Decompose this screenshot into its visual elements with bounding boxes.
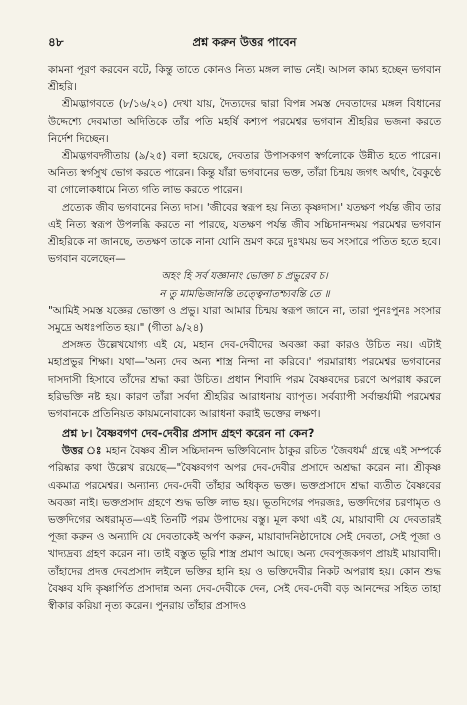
question-heading: [48, 425, 441, 443]
paragraph-1: কামনা পূরণ করবেন বটে, কিন্তু তাতে কোনও নিত্য মঙ্গল লাভ নেই। আসল কাম্য হচ্ছেন ভগবান শ্রীহরি।: [48, 64, 441, 94]
running-title: প্রশ্ন করুন উত্তর পাবেন: [192, 35, 297, 49]
answer-label: উত্তর ঃ: [62, 445, 103, 458]
page-body: [48, 62, 441, 615]
paragraph-4: প্রত্যেক জীব ভগবানের নিত্য দাস। 'জীবের স্বরূপ হয় নিত্য কৃষ্ণদাস।' যতক্ষণ পর্যন্ত জীব তার এই নিত্য স্বরূপ উপলব্ধি করতে না পারছে, যতক্ষণ পর্যন্ত জীব সচ্চিদানন্দময় পরমেশ্বর ভগবান শ্রীহরিকে না জানছে, ততক্ষণ তাকে নানা যোনি ভ্রমণ করে দুঃখময় ভব সংসারে পতিত হতে হবে। ভগবান বলেছেন—: [48, 201, 441, 266]
page-number: ৪৮: [48, 35, 64, 49]
answer-text: মহান বৈষ্ণব শ্রীল সচ্চিদানন্দ ভক্তিবিনোদ ঠাকুর রচিত 'জৈবধর্ম' গ্রন্থে এই সম্পর্কে পরিষ্কার কথা উল্লেখ রয়েছে—"বৈষ্ণবগণ অপর দেব-দেবীর প্রসাদে অশ্রদ্ধা করেন না। শ্রীকৃষ্ণ একমাত্র পরমেশ্বর। অন্যান্য দেব-দেবী তাঁহার অধিকৃত ভক্ত। ভক্তপ্রসাদে শ্রদ্ধা ব্যতীত বৈষ্ণবের অবজ্ঞা নাই। ভক্তপ্রসাদ গ্রহণে শুদ্ধ ভক্তি লাভ হয়। ভূতদিগের পদরজঃ, ভক্তদিগের চরণামৃত ও ভক্তদিগের অধরামৃত—এই তিনটি পরম উপাদেয় বস্তু। মূল কথা এই যে, মায়াবাদী যে দেবতারই পূজা করুন ও অন্যাদি যে দেবতাকেই অর্পণ করুন, মায়াবাদনিষ্ঠাদোষে সেই দেবতা, সেই পূজা ও খাদ্যদ্রব্য গ্রহণ করেন না। তাই বস্তুত ভূরি শাস্ত্র প্রমাণ আছে। অন্য দেবপূজকগণ প্রায়ই মায়াবাদী। তাঁহাদের প্রদত্ত দেবপ্রসাদ লইলে ভক্তির হানি হয় ও ভক্তিদেবীর নিকট অপরাধ হয়। কোন শুদ্ধ বৈষ্ণব যদি কৃষ্ণার্পিত প্রসাদান্ন অন্য দেব-দেবীকে দেন, সেই দেব-দেবী বড় আনন্দের সহিত তাহা স্বীকার করিয়া নৃত্য করেন। পুনরায় তাঁহার প্রসাদও: [48, 445, 441, 613]
answer-paragraph: [48, 443, 441, 615]
question-label: প্রশ্ন ৮।: [62, 427, 93, 441]
page-header: [48, 34, 441, 54]
question-text: বৈষ্ণবগণ দেব-দেবীর প্রসাদ গ্রহণ করেন না কেন?: [96, 427, 315, 441]
paragraph-6: প্রসঙ্গত উল্লেখযোগ্য এই যে, মহান দেব-দেবীদের অবজ্ঞা করা কারও উচিত নয়। এটাই মহাপ্রভুর শিক্ষা। যথা—'অন্য দেব অন্য শাস্ত্র নিন্দা না করিবে।' পরমারাধ্য পরমেশ্বর ভগবানের দাসদাসী হিসাবে তাঁদের শ্রদ্ধা করা উচিত। প্রধান শিবাদি পরম বৈষ্ণবদের চরণে অপরাধ করলে হরিভক্তি নষ্ট হয়। কারণ তাঁরা সর্বদা শ্রীহরির আরাধনায় ব্যাপৃত। সর্বব্যাপী সর্বান্তর্যামী পরমেশ্বর ভগবানকে প্রতিনিয়ত কায়মনোবাক্যে আরাধনা করাই ভক্তের লক্ষণ।: [48, 339, 441, 421]
verse-translation: "আমিই সমস্ত যজ্ঞের ভোক্তা ও প্রভু। যারা আমার চিন্ময় স্বরূপ জানে না, তারা পুনঃপুনঃ সংসার সমুদ্রে অধঃপতিত হয়।" (গীতা ৯/২৪): [48, 304, 441, 335]
verse-line-1: অহং হি সর্ব যজ্ঞানাং ভোক্তা চ প্রভুরেব চ।: [161, 271, 328, 283]
paragraph-2: শ্রীমদ্ভাগবতে (৮/১৬/২০) দেখা যায়, দৈত্যদের দ্বারা বিপন্ন সমস্ত দেবতাদের মঙ্গল বিধানের উদ্দেশ্যে দেবমাতা অদিতিকে তাঁর পতি মহর্ষি কশ্যপ পরমেশ্বর ভগবান শ্রীহরির ভজনা করতে নির্দেশ দিচ্ছেন।: [48, 98, 441, 145]
paragraph-3: শ্রীমদ্ভগবদ্গীতায় (৯/২৫) বলা হয়েছে, দেবতার উপাসকগণ স্বর্গলোকে উন্নীত হতে পারেন। অনিত্য স্বর্গসুখ ভোগ করতে পারেন। কিন্তু যাঁরা ভগবানের ভক্ত, তাঁরা চিন্ময় জগৎ অর্থাৎ, বৈকুণ্ঠে বা গোলোকধামে নিত্য গতি লাভ করতে পারেন।: [48, 150, 441, 197]
verse-line-2: ন তু মামভিজানন্তি তত্ত্বেনাতশ্চ্যবন্তি তে ॥: [159, 288, 330, 300]
